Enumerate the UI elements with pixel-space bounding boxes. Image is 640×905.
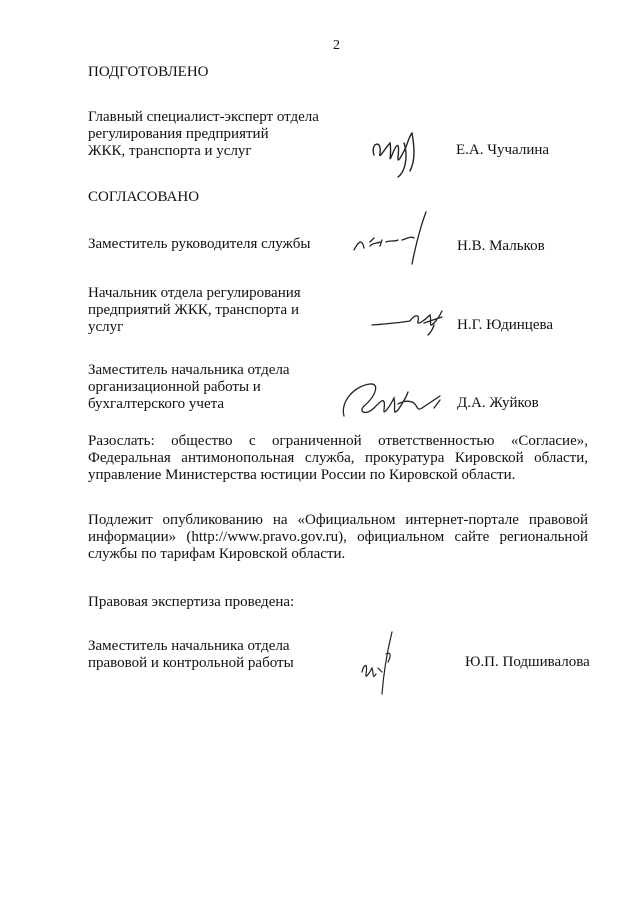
signature-zhuikov <box>336 372 456 424</box>
legal-review-position <box>88 638 294 672</box>
distribution-line: Федеральная антимонопольная служба, прокуратура Кировской области, <box>88 450 588 466</box>
prepared-heading: ПОДГОТОВЛЕНО <box>88 64 209 80</box>
signer-position-line: Заместитель начальника отдела <box>88 362 290 378</box>
legal-review-position-line: правовой и контрольной работы <box>88 655 294 671</box>
signature-podshivalova <box>352 628 412 698</box>
signer-position-line: предприятий ЖКК, транспорта и <box>88 302 299 318</box>
signer-position <box>88 362 290 413</box>
prepared-position-line: ЖКК, транспорта и услуг <box>88 143 252 159</box>
legal-review-heading: Правовая экспертиза проведена: <box>88 594 295 610</box>
signer-position <box>88 236 310 253</box>
legal-review-name: Ю.П. Подшивалова <box>465 654 590 670</box>
signer-position-line: Начальник отдела регулирования <box>88 285 301 301</box>
signer-position-line: бухгалтерского учета <box>88 396 225 412</box>
publication-line: информации» (http://www.pravo.gov.ru), официальном сайте региональной <box>88 529 588 545</box>
prepared-position-line: Главный специалист-эксперт отдела <box>88 109 319 125</box>
publication-line: Подлежит опубликованию на «Официальном интернет-портале правовой <box>88 512 588 528</box>
signer-position <box>88 285 301 336</box>
publication-paragraph <box>88 512 588 563</box>
signature-chuchalina <box>362 125 432 180</box>
prepared-name: Е.А. Чучалина <box>456 142 550 158</box>
agreed-heading: СОГЛАСОВАНО <box>88 189 200 205</box>
legal-review-position-line: Заместитель начальника отдела <box>88 638 290 654</box>
distribution-line: управление Министерства юстиции России по Кировской области. <box>88 467 516 483</box>
prepared-position <box>88 109 319 160</box>
page-number: 2 <box>333 38 340 53</box>
publication-line: службы по тарифам Кировской области. <box>88 546 346 562</box>
signer-position-line: услуг <box>88 319 124 335</box>
signature-malkov <box>340 208 440 268</box>
distribution-paragraph <box>88 433 588 484</box>
signer-position-line: Заместитель руководителя службы <box>88 236 311 252</box>
signer-name: Н.Г. Юдинцева <box>457 317 554 333</box>
distribution-line: Разослать: общество с ограниченной ответственностью «Согласие», <box>88 433 588 449</box>
signature-yudintseva <box>370 303 450 337</box>
signer-name: Н.В. Мальков <box>457 238 545 254</box>
signer-name: Д.А. Жуйков <box>457 395 539 411</box>
signer-position-line: организационной работы и <box>88 379 261 395</box>
prepared-position-line: регулирования предприятий <box>88 126 269 142</box>
